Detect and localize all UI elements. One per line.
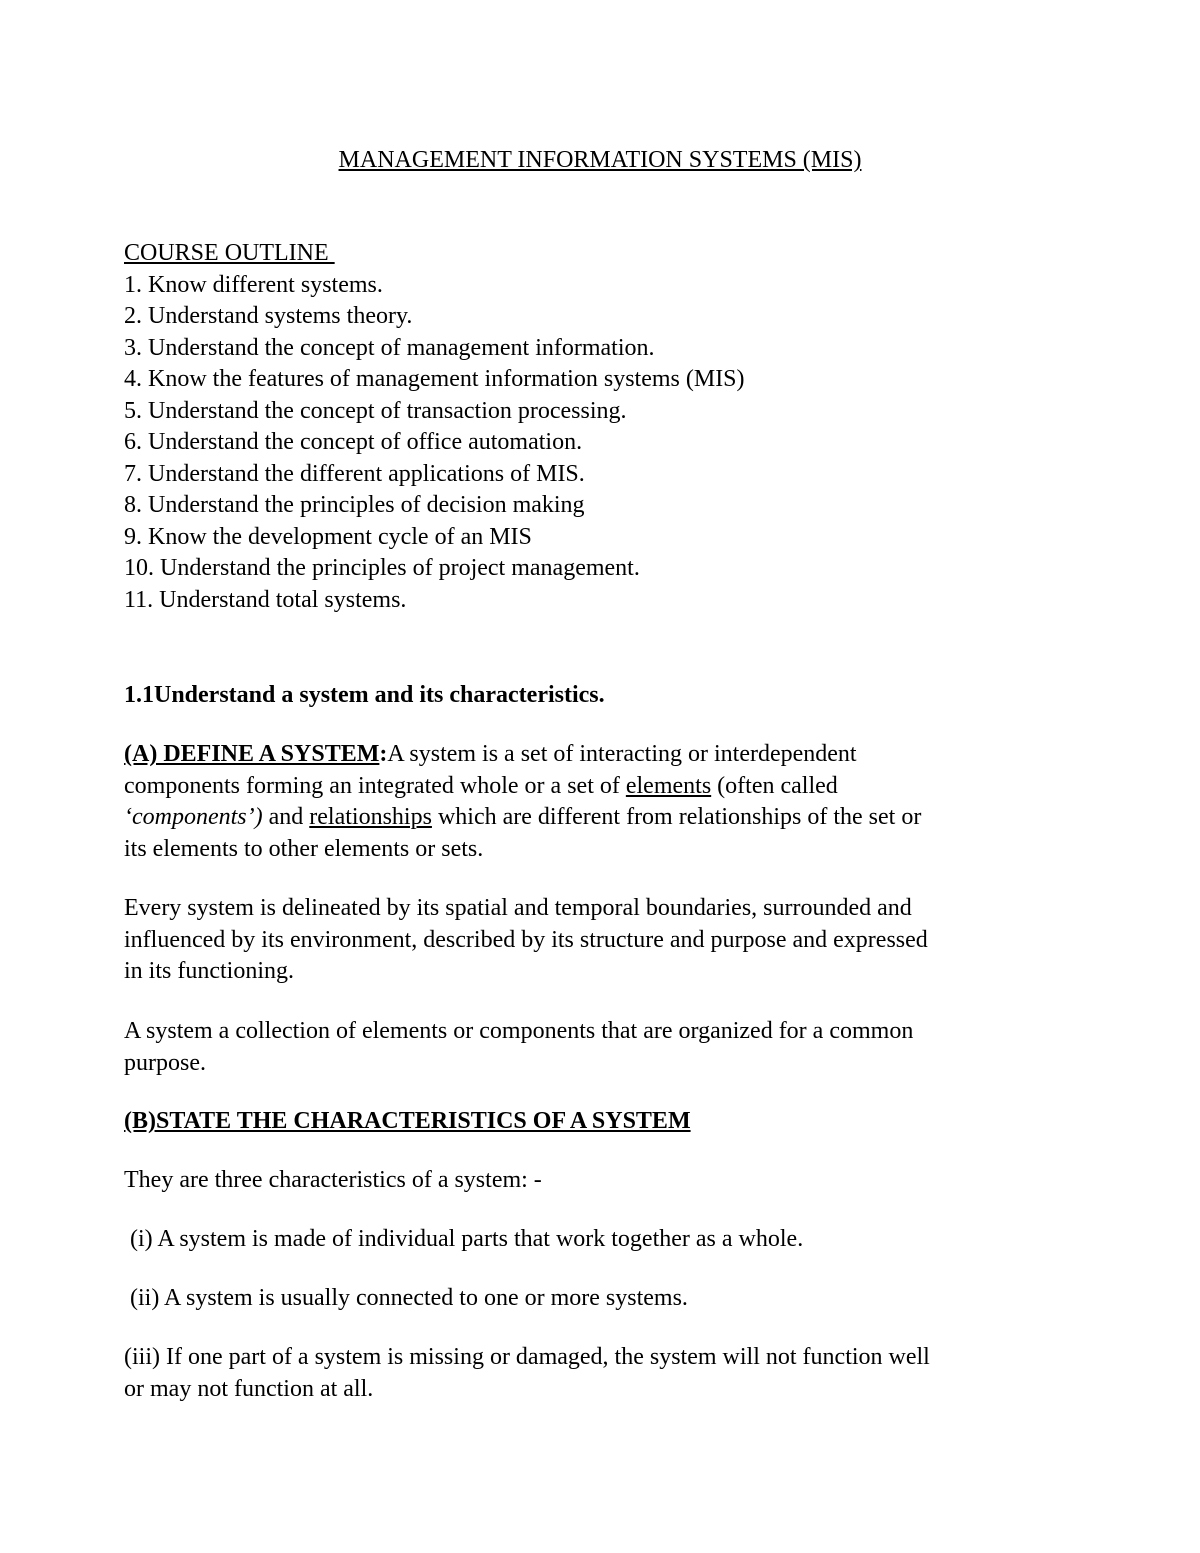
define-system-line: [124, 771, 1084, 803]
course-outline-heading: COURSE OUTLINE: [124, 240, 335, 266]
collection-paragraph: [124, 1016, 1084, 1079]
paragraph-line: (iii) If one part of a system is missing or damaged, the system will not function well: [124, 1344, 930, 1370]
paragraph-line: A system a collection of elements or components that are organized for a common: [124, 1018, 914, 1044]
paragraph-line: Every system is delineated by its spatial and temporal boundaries, surrounded and: [124, 895, 912, 921]
outline-item: 3. Understand the concept of management information.: [124, 334, 655, 361]
outline-item: 6. Understand the concept of office automation.: [124, 429, 583, 455]
paragraph-line: or may not function at all.: [124, 1375, 374, 1402]
section-heading-1-1: 1.1Understand a system and its characteristics.: [124, 682, 605, 708]
relationships-term: relationships: [309, 804, 432, 830]
document-title: MANAGEMENT INFORMATION SYSTEMS (MIS): [338, 147, 862, 173]
characteristic-item-1: (i) A system is made of individual parts that work together as a whole.: [124, 1226, 804, 1252]
paragraph-line: influenced by its environment, described by its structure and purpose and expressed: [124, 926, 928, 953]
characteristics-intro: They are three characteristics of a system: -: [124, 1167, 542, 1193]
define-system-text: which are different from relationships of the set or: [431, 804, 922, 830]
components-term: ‘components’): [124, 804, 263, 830]
outline-item: 10. Understand the principles of project management.: [124, 555, 640, 581]
define-system-label: (A) DEFINE A SYSTEM: [124, 741, 380, 767]
outline-item: 1. Know different systems.: [124, 271, 383, 298]
define-system-text: components forming an integrated whole or a set of: [124, 772, 626, 799]
outline-item: 2. Understand systems theory.: [124, 303, 413, 329]
outline-item: 5. Understand the concept of transaction processing.: [124, 397, 627, 424]
define-system-text: A system is a set of interacting or interdependent: [387, 741, 857, 767]
define-system-text: (often called: [711, 772, 838, 799]
characteristics-heading: (B)STATE THE CHARACTERISTICS OF A SYSTEM: [124, 1108, 691, 1134]
define-system-colon: :: [379, 741, 388, 767]
paragraph-line: in its functioning.: [124, 958, 294, 984]
course-outline-list: [124, 270, 1084, 617]
characteristic-item-3: [124, 1342, 1084, 1405]
define-system-line: [124, 739, 1084, 771]
course-outline: [124, 238, 1084, 616]
define-system-paragraph: [124, 739, 1084, 865]
outline-item: 4. Know the features of management information systems (MIS): [124, 366, 745, 392]
outline-item: 9. Know the development cycle of an MIS: [124, 523, 532, 550]
outline-item: 11. Understand total systems.: [124, 586, 407, 613]
elements-term: elements: [625, 772, 712, 799]
outline-item: 8. Understand the principles of decision making: [124, 492, 585, 518]
define-system-line: its elements to other elements or sets.: [124, 835, 484, 862]
characteristic-item-2: (ii) A system is usually connected to one or more systems.: [124, 1285, 688, 1311]
outline-item: 7. Understand the different applications of MIS.: [124, 460, 585, 487]
boundaries-paragraph: [124, 893, 1084, 988]
define-system-text: and: [262, 804, 310, 830]
paragraph-line: purpose.: [124, 1049, 206, 1076]
define-system-line: [124, 802, 1084, 834]
